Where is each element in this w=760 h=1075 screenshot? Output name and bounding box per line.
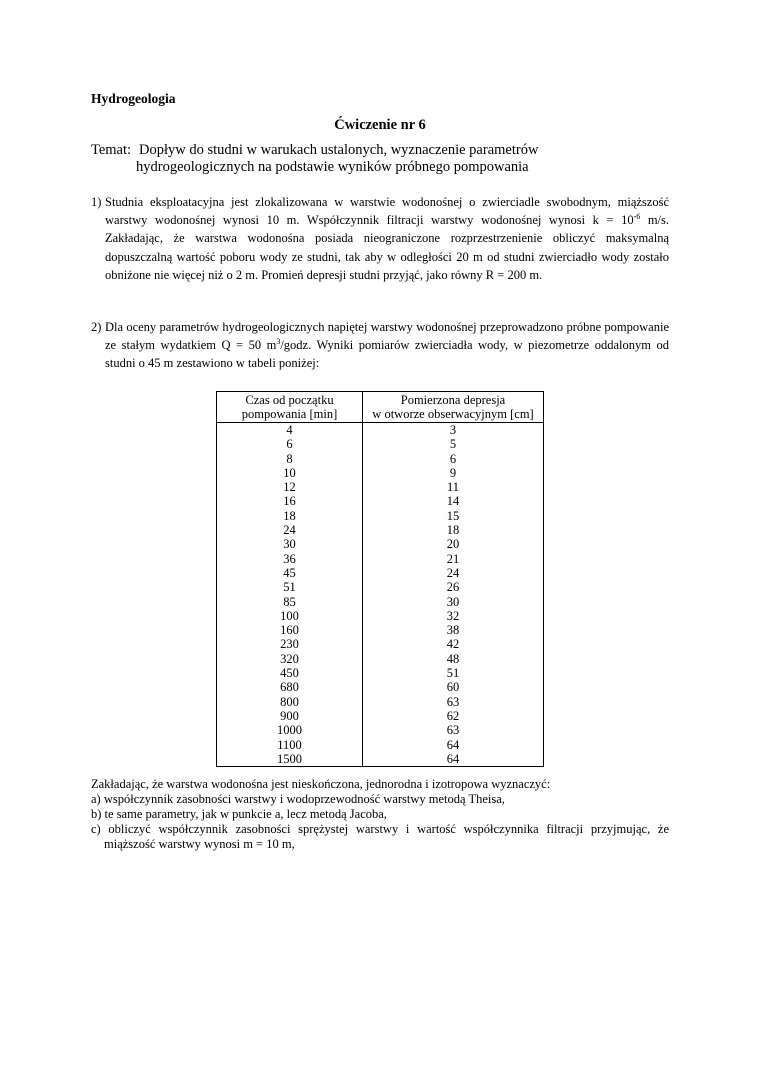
time-cell: 8: [286, 451, 293, 466]
question-c: [91, 822, 669, 852]
table-row: [217, 494, 544, 508]
table-row: [217, 537, 544, 551]
drawdown-cell: 9: [363, 466, 544, 480]
time-cell: 6: [286, 437, 293, 452]
course-title: Hydrogeologia: [91, 91, 176, 106]
task-1-number: 1): [91, 195, 102, 209]
table-header-drawdown: [363, 392, 544, 423]
table-row: [217, 580, 544, 594]
table-row: [217, 695, 544, 709]
table-row: [217, 680, 544, 694]
time-cell: 10: [283, 465, 296, 480]
table-row: [217, 480, 544, 494]
drawdown-cell: 51: [363, 666, 544, 680]
drawdown-cell: 6: [363, 452, 544, 466]
time-cell: 30: [283, 537, 296, 552]
table-header-time-line1: Czas od początku: [245, 393, 334, 407]
table-header-row: [217, 392, 544, 423]
task-2-text: [105, 318, 669, 373]
drawdown-cell: 21: [363, 552, 544, 566]
task-2-text-part1: Dla oceny parametrów hydrogeologicznych napiętej warstwy wodonośnej przeprowadzono próbne pompowanie ze stałym wydatkiem Q = 50 m: [105, 320, 669, 353]
time-cell: 450: [280, 666, 299, 681]
drawdown-cell: 30: [363, 595, 544, 609]
table-row: [217, 652, 544, 666]
questions: [91, 777, 669, 852]
time-cell: 1500: [277, 751, 302, 766]
question-c-text: c) obliczyć współczynnik zasobności sprężystej warstwy i wartość współczynnika filtracji przyjmując, że miąższość warstwy wynosi m = 10 m,: [91, 822, 669, 851]
drawdown-cell: 64: [363, 738, 544, 752]
table-row: [217, 423, 544, 438]
time-cell: 160: [280, 623, 299, 638]
table-row: [217, 723, 544, 737]
drawdown-cell: 60: [363, 680, 544, 694]
exercise-title: Ćwiczenie nr 6: [334, 117, 426, 133]
drawdown-cell: 11: [363, 480, 544, 494]
drawdown-cell: 64: [363, 752, 544, 767]
task-2-number: 2): [91, 320, 102, 334]
table-row: [217, 452, 544, 466]
drawdown-cell: 5: [363, 437, 544, 451]
question-b: [91, 807, 669, 822]
table-row: [217, 609, 544, 623]
questions-intro: Zakładając, że warstwa wodonośna jest nieskończona, jednorodna i izotropowa wyznaczyć:: [91, 777, 551, 791]
drawdown-cell: 48: [363, 652, 544, 666]
time-cell: 100: [280, 608, 299, 623]
task-1-text-part1: Studnia eksploatacyjna jest zlokalizowana w warstwie wodonośnej o zwierciadle swobodnym, miąższość warstwy wodonośnej wynosi 10 m. Współczynnik filtracji warstwy wodonośnej wynosi k = 10: [105, 195, 669, 228]
question-a-text: a) współczynnik zasobności warstwy i wodoprzewodność warstwy metodą Theisa,: [91, 792, 505, 806]
task-1-text: [105, 193, 669, 284]
drawdown-cell: 18: [363, 523, 544, 537]
table-row: [217, 709, 544, 723]
time-cell: 800: [280, 694, 299, 709]
drawdown-cell: 62: [363, 709, 544, 723]
topic-line-2: hydrogeologicznych na podstawie wyników próbnego pompowania: [136, 159, 529, 175]
time-cell: 680: [280, 680, 299, 695]
drawdown-cell: 32: [363, 609, 544, 623]
drawdown-cell: 42: [363, 637, 544, 651]
question-a: [91, 792, 669, 807]
time-cell: 320: [280, 651, 299, 666]
time-cell: 230: [280, 637, 299, 652]
drawdown-cell: 20: [363, 537, 544, 551]
table-row: [217, 738, 544, 752]
time-cell: 85: [283, 594, 296, 609]
table-header-time-line2: pompowania [min]: [241, 407, 338, 421]
time-cell: 45: [283, 565, 296, 580]
table-row: [217, 466, 544, 480]
pumping-test-table: [216, 391, 544, 767]
table-row: [217, 509, 544, 523]
table-row: [217, 595, 544, 609]
task-1-text-part2: m/s. Zakładając, że warstwa wodonośna posiada nieograniczone rozprzestrzenienie obliczyć maksymalną dopuszczalną wartość poboru wody ze studni, tak aby w odległości 20 m od studni zwierciadło wody zostało obniżone nie więcej niż o 2 m. Promień depresji studni przyjąć, jako równy R = 200 m.: [105, 213, 670, 282]
time-cell: 1000: [277, 723, 302, 738]
time-cell: 1100: [277, 737, 302, 752]
time-cell: 36: [283, 551, 296, 566]
table-header-drawdown-line1: Pomierzona depresja: [400, 393, 506, 407]
question-b-text: b) te same parametry, jak w punkcie a, lecz metodą Jacoba,: [91, 807, 387, 821]
table-body: [217, 423, 544, 767]
time-cell: 4: [286, 423, 293, 437]
table-row: [217, 437, 544, 451]
table-row: [217, 623, 544, 637]
drawdown-cell: 38: [363, 623, 544, 637]
task-2-exponent: 3: [276, 337, 281, 347]
time-cell: 16: [283, 494, 296, 509]
drawdown-cell: 63: [363, 695, 544, 709]
topic-label: Temat:: [91, 142, 132, 158]
task-1-exponent: -6: [633, 212, 641, 222]
topic-line-1: Dopływ do studni w warukach ustalonych, wyznaczenie parametrów: [139, 142, 539, 158]
task-2: [91, 318, 669, 373]
time-cell: 900: [280, 708, 299, 723]
table-header-time: [217, 392, 363, 423]
drawdown-cell: 24: [363, 566, 544, 580]
task-1: [91, 193, 669, 284]
task-2-text-part2: /godz. Wyniki pomiarów zwierciadła wody, w piezometrze oddalonym od studni o 45 m zestawiono w tabeli poniżej:: [105, 338, 669, 371]
table-row: [217, 666, 544, 680]
table-row: [217, 566, 544, 580]
drawdown-cell: 26: [363, 580, 544, 594]
time-cell: 51: [283, 580, 296, 595]
time-cell: 12: [283, 480, 296, 495]
table-row: [217, 523, 544, 537]
table-row: [217, 752, 544, 767]
table-row: [217, 552, 544, 566]
drawdown-cell: 63: [363, 723, 544, 737]
table-row: [217, 637, 544, 651]
time-cell: 24: [283, 523, 296, 538]
drawdown-cell: 3: [363, 423, 544, 438]
drawdown-cell: 14: [363, 494, 544, 508]
time-cell: 18: [283, 508, 296, 523]
table-header-drawdown-line2: w otworze obserwacyjnym [cm]: [372, 407, 534, 421]
drawdown-cell: 15: [363, 509, 544, 523]
topic: [91, 142, 591, 176]
